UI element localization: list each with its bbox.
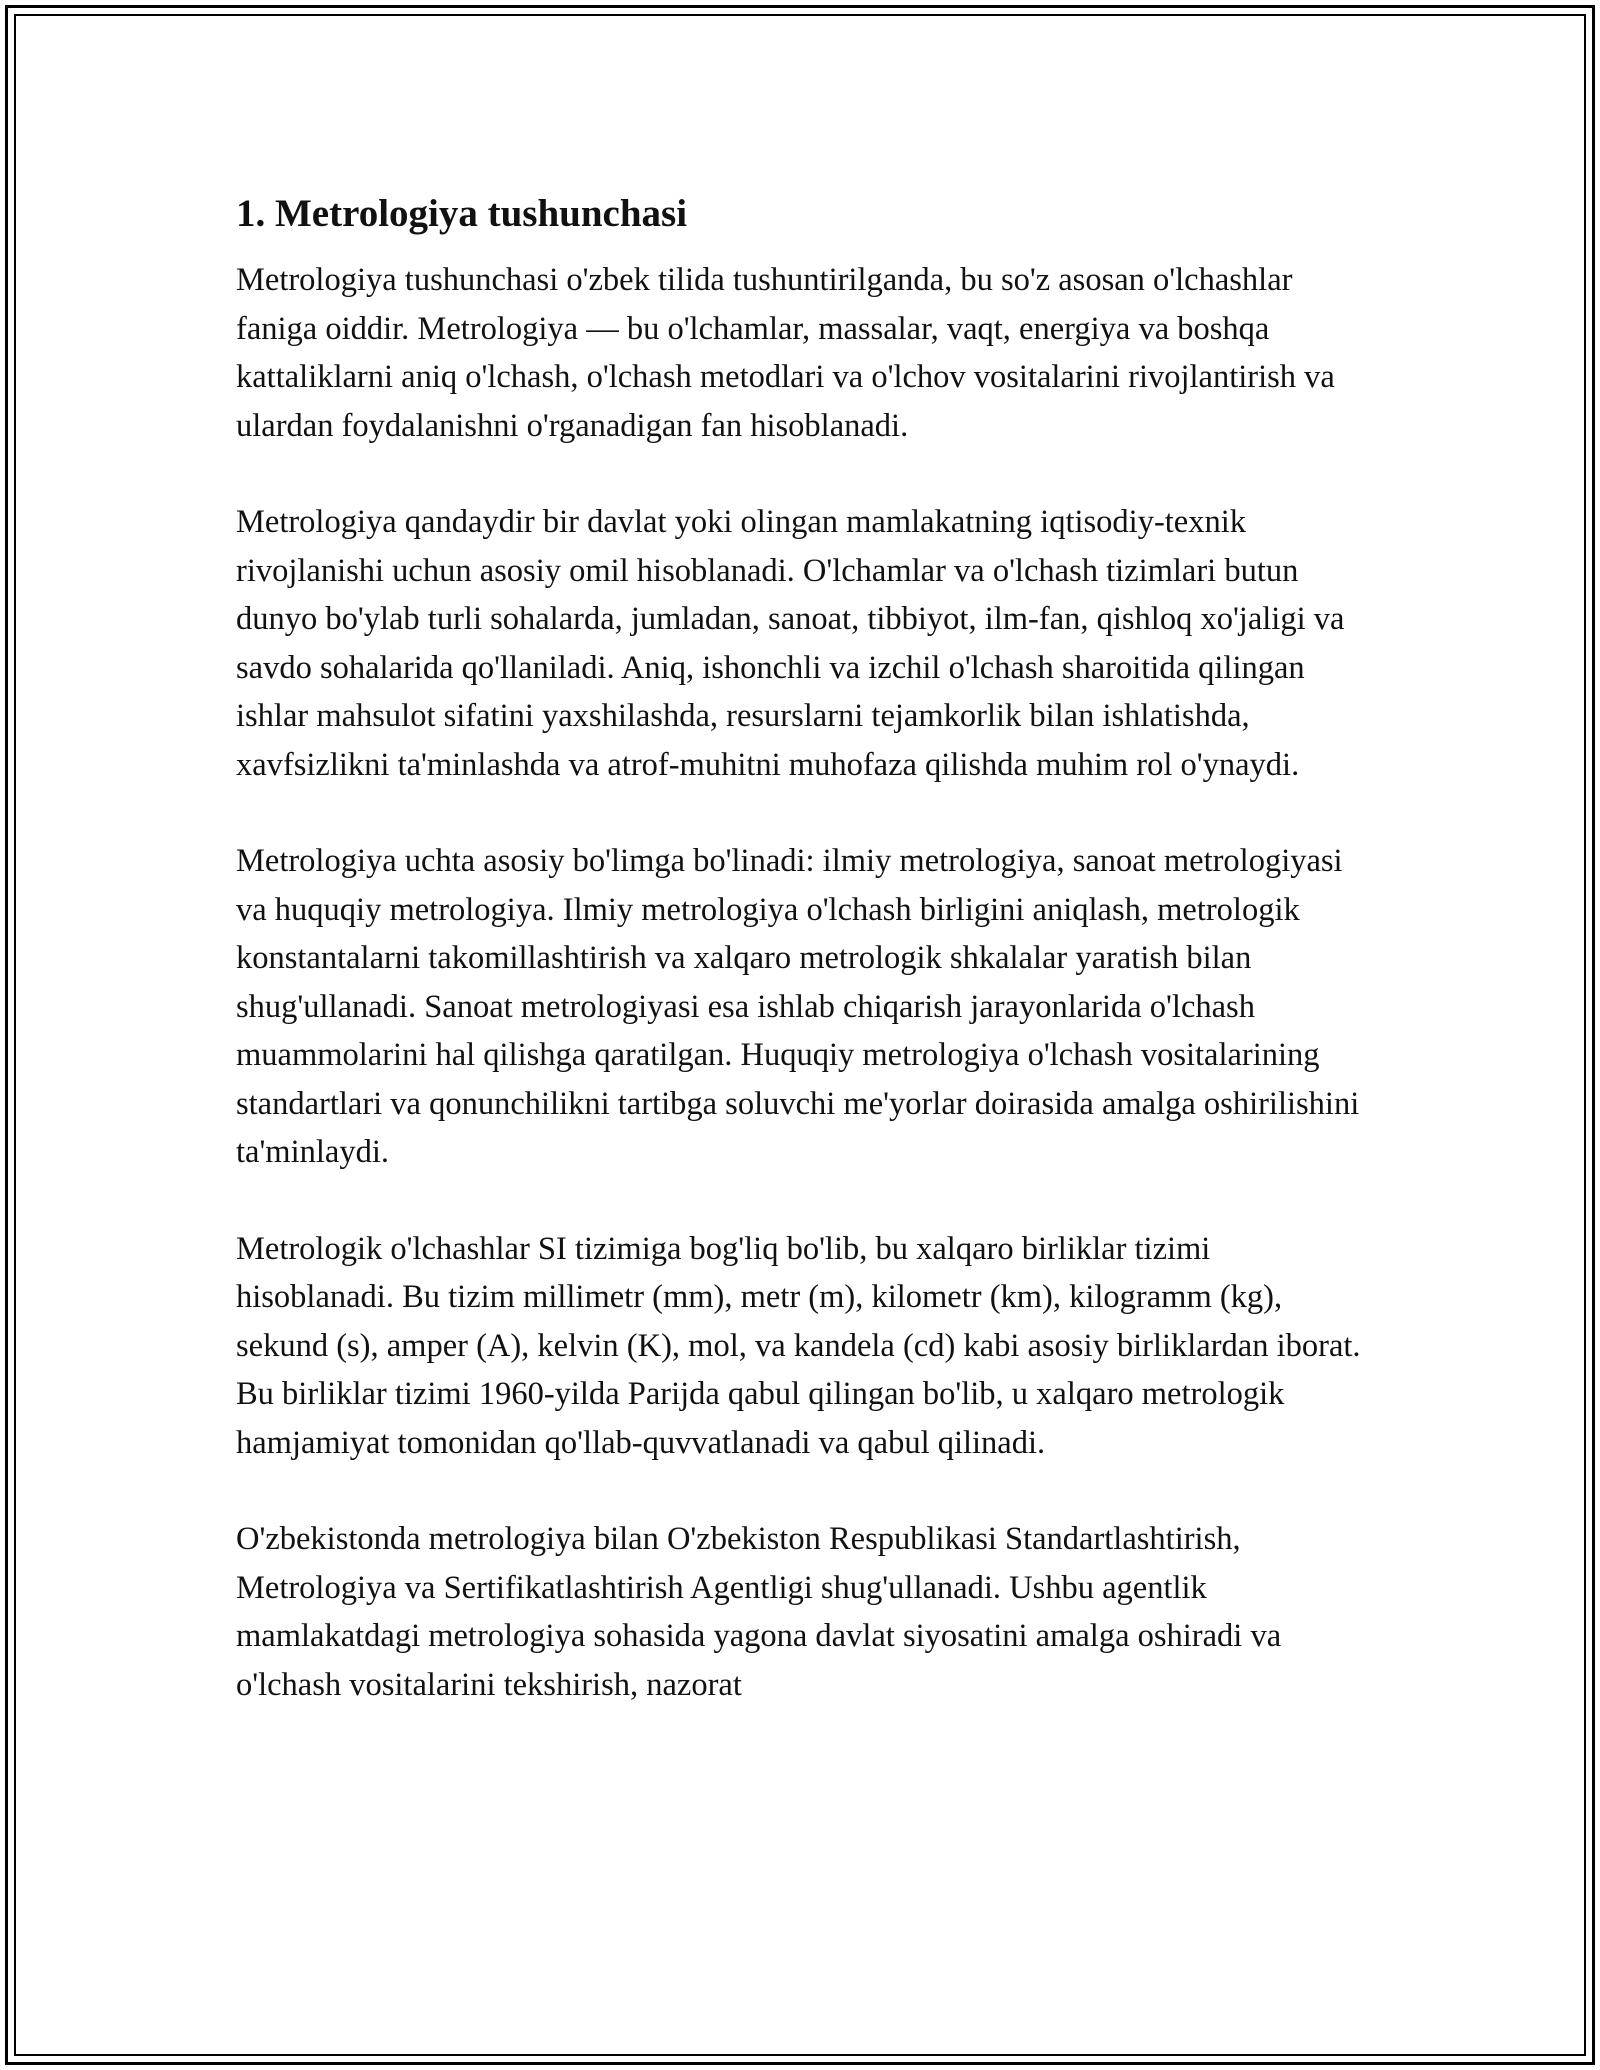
- paragraph-importance: Metrologiya qandaydir bir davlat yoki olingan mamlakatning iqtisodiy-texnik rivojlanishi uchun asosiy omil hisoblanadi. O'lchamlar va o'lchash tizimlari butun dunyo bo'ylab turli sohalarda, jumladan, sanoat, tibbiyot, ilm-fan, qishloq xo'jaligi va savdo sohalarida qo'llaniladi. Aniq, ishonchli va izchil o'lchash sharoitida qilingan ishlar mahsulot sifatini yaxshilashda, resurslarni tejamkorlik bilan ishlatishda, xavfsizlikni ta'minlashda va atrof-muhitni muhofaza qilishda muhim rol o'ynaydi.: [236, 504, 1345, 783]
- paragraph-branches: Metrologiya uchta asosiy bo'limga bo'linadi: ilmiy metrologiya, sanoat metrologiyasi va huquqiy metrologiya. Ilmiy metrologiya o'lchash birligini aniqlash, metrologik konstantalarni takomillashtirish va xalqaro metrologik shkalalar yaratish bilan shug'ullanadi. Sanoat metrologiyasi esa ishlab chiqarish jarayonlarida o'lchash muammolarini hal qilishga qaratilgan. Huquqiy metrologiya o'lchash vositalarining standartlari va qonunchilikni tartibga soluvchi me'yorlar doirasida amalga oshirilishini ta'minlaydi.: [236, 843, 1360, 1170]
- paragraph-uzbekistan-agency: O'zbekistonda metrologiya bilan O'zbekiston Respublikasi Standartlashtirish, Metrologiya va Sertifikatlashtirish Agentligi shug'ullanadi. Ushbu agentlik mamlakatdagi metrologiya sohasida yagona davlat siyosatini amalga oshiradi va o'lchash vositalarini tekshirish, nazorat: [236, 1521, 1282, 1703]
- document-body: [236, 186, 1364, 1757]
- section-heading: 1. Metrologiya tushunchasi: [236, 192, 688, 235]
- paragraph-definition: Metrologiya tushunchasi o'zbek tilida tushuntirilganda, bu so'z asosan o'lchashlar faniga oiddir. Metrologiya — bu o'lchamlar, massalar, vaqt, energiya va boshqa kattaliklarni aniq o'lchash, o'lchash metodlari va o'lchov vositalarini rivojlantirish va ulardan foydalanishni o'rganadigan fan hisoblanadi.: [236, 262, 1335, 444]
- paragraph-si-system: Metrologik o'lchashlar SI tizimiga bog'liq bo'lib, bu xalqaro birliklar tizimi hisoblanadi. Bu tizim millimetr (mm), metr (m), kilometr (km), kilogramm (kg), sekund (s), amper (A), kelvin (K), mol, va kandela (cd) kabi asosiy birliklardan iborat. Bu birliklar tizimi 1960-yilda Parijda qabul qilingan bo'lib, u xalqaro metrologik hamjamiyat tomonidan qo'llab-quvvatlanadi va qabul qilinadi.: [236, 1230, 1361, 1461]
